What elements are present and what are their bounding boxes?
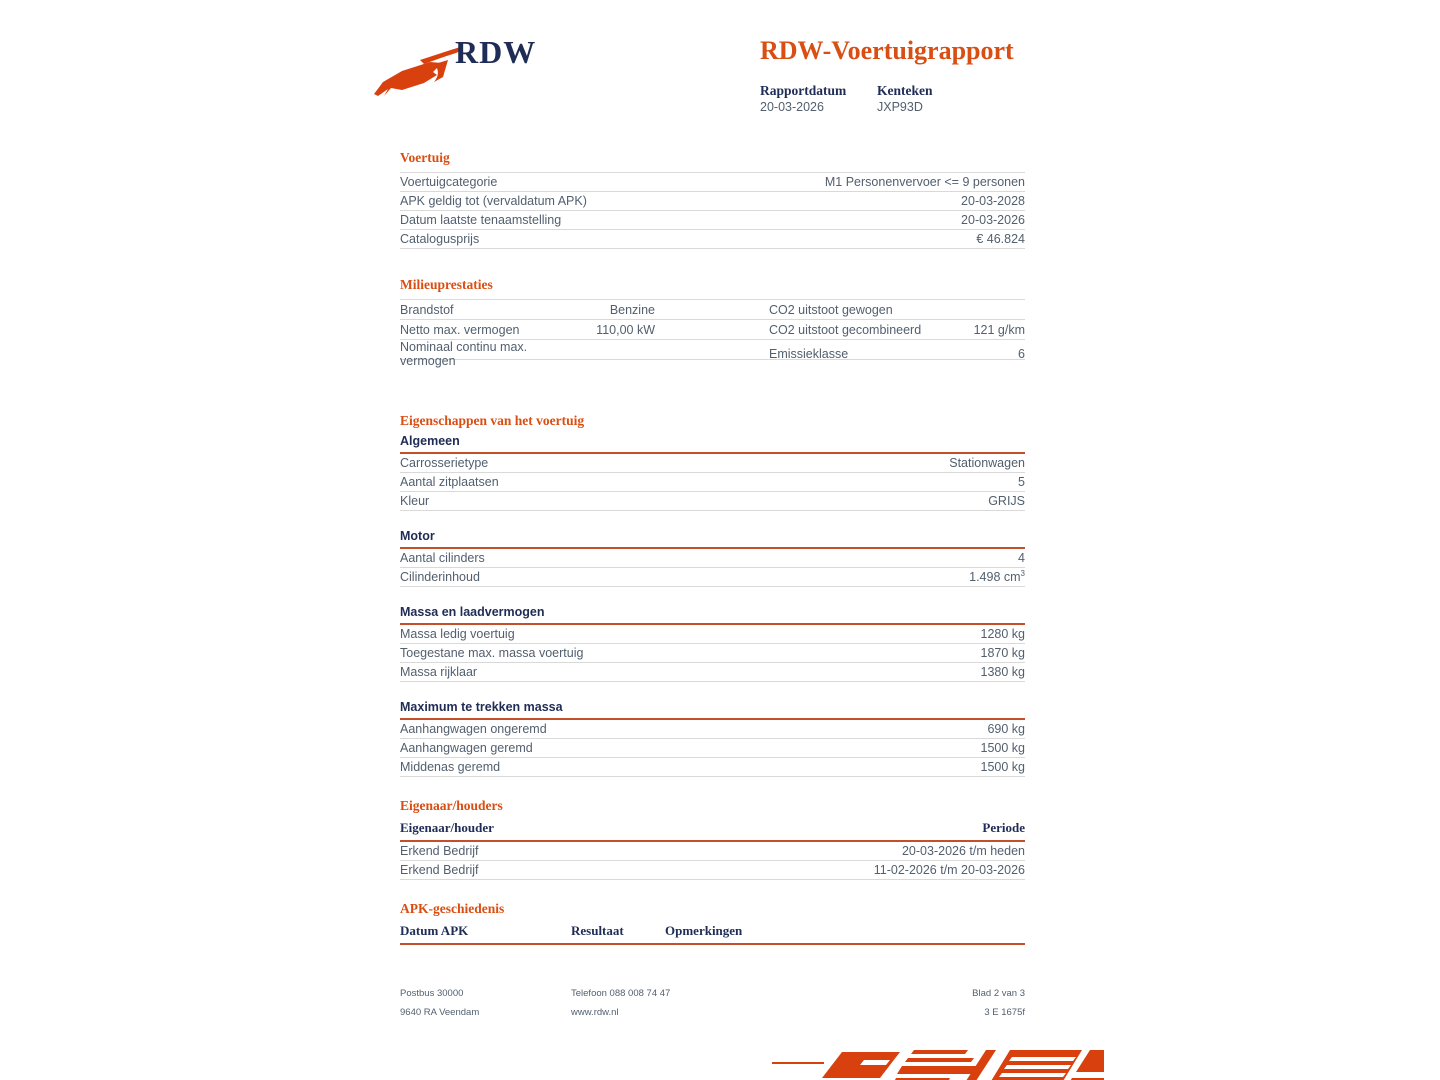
owners-table: [400, 842, 1025, 880]
row-value: 1280 kg: [980, 627, 1025, 641]
subsection-title: Algemeen: [400, 434, 1025, 454]
algemeen-table: [400, 454, 1025, 511]
massa-table: [400, 625, 1025, 682]
owners-table-header: [400, 820, 1025, 842]
subsection-motor: [400, 529, 1025, 587]
row-label: CO2 uitstoot gewogen: [769, 302, 893, 317]
subsection-title: Maximum te trekken massa: [400, 700, 1025, 720]
apk-result-column-header: Resultaat: [571, 923, 624, 938]
row-label: Aantal cilinders: [400, 551, 485, 565]
row-label: Carrosserietype: [400, 456, 489, 470]
rdw-wing-icon: [372, 44, 464, 100]
section-title: APK-geschiedenis: [400, 901, 505, 916]
row-label: Toegestane max. massa voertuig: [400, 646, 584, 660]
apk-remarks-column-header: Opmerkingen: [665, 923, 743, 938]
row-value: 6: [1018, 347, 1025, 361]
motor-table: [400, 549, 1025, 587]
row-label: Netto max. vermogen: [400, 322, 520, 337]
report-title: RDW-Voertuigrapport: [760, 36, 1014, 65]
table-row: [400, 861, 1025, 880]
row-label: Aanhangwagen geremd: [400, 741, 533, 755]
table-row: [400, 739, 1025, 758]
superscript: 3: [1020, 568, 1025, 578]
subsection-title: Motor: [400, 529, 1025, 549]
row-label: Catalogusprijs: [400, 232, 480, 246]
subsection-algemeen: [400, 434, 1025, 511]
owner-name: Erkend Bedrijf: [400, 863, 479, 877]
row-value: 20-03-2028: [961, 194, 1025, 208]
table-row: [400, 758, 1025, 777]
owner-period: 20-03-2026 t/m heden: [901, 844, 1025, 858]
table-row: [400, 663, 1025, 682]
subsection-trekken: [400, 700, 1025, 777]
row-value: 4: [1018, 551, 1025, 565]
table-row: [400, 230, 1025, 249]
row-value: 110,00 kW: [596, 322, 655, 337]
section-title: Milieuprestaties: [400, 277, 493, 292]
period-column-header: Periode: [982, 820, 1025, 835]
row-label: Kleur: [400, 494, 430, 508]
table-row: [400, 320, 1025, 340]
table-row: [400, 192, 1025, 211]
row-label: Massa ledig voertuig: [400, 627, 515, 641]
row-value: 5: [1018, 475, 1025, 489]
table-row: [400, 211, 1025, 230]
page-footer-line-2: [400, 1007, 1025, 1018]
row-label: Aantal zitplaatsen: [400, 475, 499, 489]
subsection-title: Massa en laadvermogen: [400, 605, 1025, 625]
owner-period: 11-02-2026 t/m 20-03-2026: [873, 863, 1025, 877]
table-row: [400, 568, 1025, 587]
owner-name: Erkend Bedrijf: [400, 844, 479, 858]
row-value: 20-03-2026: [961, 213, 1025, 227]
license-plate-value: JXP93D: [877, 100, 923, 114]
footer-page-number: Blad 2 van 3: [972, 988, 1025, 999]
row-value: 1870 kg: [980, 646, 1025, 660]
footer-website: www.rdw.nl: [571, 1007, 619, 1018]
table-row: [400, 473, 1025, 492]
row-value: 121 g/km: [973, 322, 1025, 337]
row-value: 1500 kg: [980, 760, 1025, 774]
trekken-table: [400, 720, 1025, 777]
table-row: [400, 625, 1025, 644]
report-date-value: 20-03-2026: [760, 100, 824, 114]
report-date-label: Rapportdatum: [760, 83, 847, 98]
row-value: 1500 kg: [980, 741, 1025, 755]
table-row: [400, 454, 1025, 473]
row-label: CO2 uitstoot gecombineerd: [769, 322, 922, 337]
row-label: Brandstof: [400, 302, 454, 317]
footer-postbox: Postbus 30000: [400, 988, 464, 999]
section-eigenschappen: [400, 413, 1025, 777]
speed-lines-graphic: [772, 1048, 1104, 1080]
row-label: Nominaal continu max. vermogen: [400, 340, 528, 368]
row-label: Cilinderinhoud: [400, 570, 480, 584]
row-value: 690 kg: [987, 722, 1025, 736]
row-label: Voertuigcategorie: [400, 175, 498, 189]
section-apk-geschiedenis: [400, 901, 1025, 945]
table-row: [400, 340, 1025, 368]
row-value: 1380 kg: [980, 665, 1025, 679]
row-value: 1.498 $cm^3$: [969, 568, 1025, 584]
apk-table-header: [400, 923, 1025, 945]
row-label: Emissieklasse: [769, 347, 849, 361]
table-row: [400, 492, 1025, 511]
footer-city: 9640 RA Veendam: [400, 1007, 480, 1018]
row-value: Benzine: [609, 302, 655, 317]
apk-date-column-header: Datum APK: [400, 923, 469, 938]
table-row: [400, 549, 1025, 568]
subsection-massa: [400, 605, 1025, 682]
license-plate-label: Kenteken: [877, 83, 933, 98]
table-row: [400, 173, 1025, 192]
section-title: Eigenaar/houders: [400, 798, 503, 813]
table-row: [400, 644, 1025, 663]
row-value: GRIJS: [988, 494, 1025, 508]
section-title: Eigenschappen van het voertuig: [400, 413, 585, 428]
section-eigenaar-houders: [400, 798, 1025, 880]
milieu-table: [400, 299, 1025, 368]
row-value: Stationwagen: [949, 456, 1025, 470]
row-value: M1 Personenvervoer <= 9 personen: [824, 175, 1025, 189]
section-voertuig: [400, 150, 1025, 249]
section-title: Voertuig: [400, 150, 450, 165]
table-row: [400, 300, 1025, 320]
footer-form-code: 3 E 1675f: [984, 1007, 1025, 1018]
owner-column-header: Eigenaar/houder: [400, 820, 494, 835]
row-label: APK geldig tot (vervaldatum APK): [400, 194, 587, 208]
table-row: [400, 720, 1025, 739]
row-label: Aanhangwagen ongeremd: [400, 722, 547, 736]
row-label: Middenas geremd: [400, 760, 501, 774]
rdw-logo-text: RDW: [455, 34, 537, 70]
row-value: € 46.824: [976, 232, 1025, 246]
row-label: Datum laatste tenaamstelling: [400, 213, 562, 227]
footer-phone: Telefoon 088 008 74 47: [571, 988, 671, 999]
table-row: [400, 842, 1025, 861]
section-milieuprestaties: [400, 277, 1025, 368]
row-label: Massa rijklaar: [400, 665, 478, 679]
voertuig-table: [400, 172, 1025, 249]
page-footer-line-1: [400, 988, 1025, 999]
